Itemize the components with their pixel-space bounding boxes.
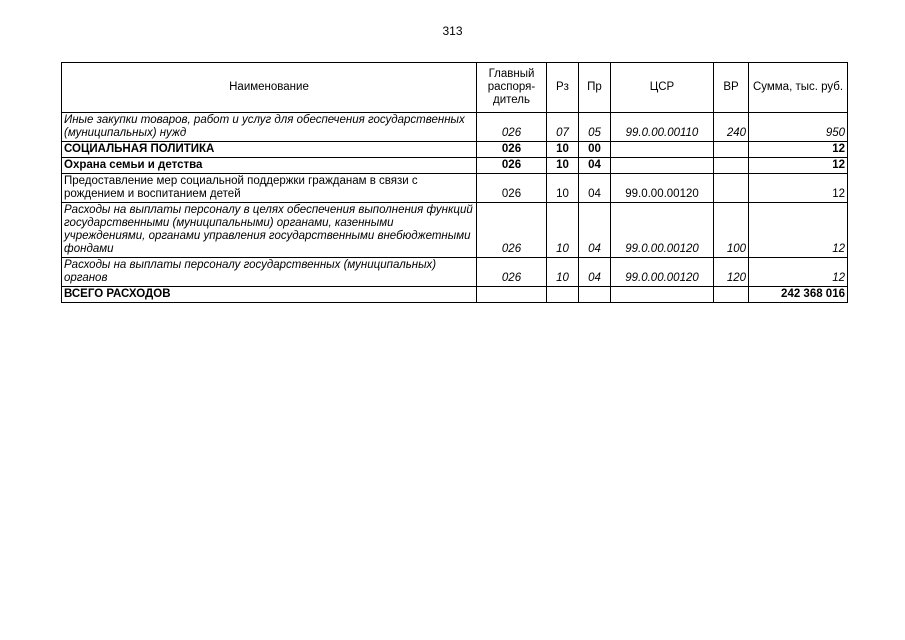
row-pr: 04: [579, 158, 611, 174]
row-pr: 04: [579, 174, 611, 203]
row-summa: 12: [749, 258, 848, 287]
table-header-row: [62, 63, 848, 113]
row-name: ВСЕГО РАСХОДОВ: [62, 287, 477, 303]
row-csr: 99.0.00.00120: [611, 174, 714, 203]
row-vr: [714, 158, 749, 174]
table-row: [62, 174, 848, 203]
row-rz: 10: [547, 203, 579, 258]
row-rz: 10: [547, 174, 579, 203]
header-summa: Сумма, тыс. руб.: [749, 63, 848, 113]
row-glavny: 026: [477, 258, 547, 287]
row-name: Предоставление мер социальной поддержки гражданам в связи с рождением и воспитанием детей: [62, 174, 477, 203]
row-vr: [714, 287, 749, 303]
row-glavny: 026: [477, 113, 547, 142]
row-pr: 00: [579, 142, 611, 158]
row-csr: [611, 142, 714, 158]
table-row: [62, 142, 848, 158]
header-glavny: Главный распоря-дитель: [477, 63, 547, 113]
row-glavny: [477, 287, 547, 303]
page-number: 313: [442, 24, 463, 38]
row-rz: 10: [547, 142, 579, 158]
table-row: [62, 113, 848, 142]
row-summa: 12: [749, 142, 848, 158]
table-row: [62, 158, 848, 174]
row-name: Расходы на выплаты персоналу государственных (муниципальных) органов: [62, 258, 477, 287]
row-summa: 950: [749, 113, 848, 142]
row-rz: 07: [547, 113, 579, 142]
header-csr: ЦСР: [611, 63, 714, 113]
row-csr: [611, 158, 714, 174]
row-pr: 04: [579, 258, 611, 287]
row-vr: 240: [714, 113, 749, 142]
row-pr: 05: [579, 113, 611, 142]
row-rz: 10: [547, 158, 579, 174]
row-glavny: 026: [477, 174, 547, 203]
header-pr: Пр: [579, 63, 611, 113]
row-rz: 10: [547, 258, 579, 287]
row-csr: 99.0.00.00110: [611, 113, 714, 142]
row-rz: [547, 287, 579, 303]
row-glavny: 026: [477, 142, 547, 158]
row-pr: 04: [579, 203, 611, 258]
row-pr: [579, 287, 611, 303]
row-glavny: 026: [477, 203, 547, 258]
row-vr: [714, 174, 749, 203]
table-row: [62, 203, 848, 258]
row-summa: 12: [749, 158, 848, 174]
table-row-total: [62, 287, 848, 303]
row-summa: 12: [749, 174, 848, 203]
row-csr: 99.0.00.00120: [611, 258, 714, 287]
row-summa: 242 368 016: [749, 287, 848, 303]
header-vr: ВР: [714, 63, 749, 113]
row-summa: 12: [749, 203, 848, 258]
header-name: Наименование: [62, 63, 477, 113]
row-glavny: 026: [477, 158, 547, 174]
row-name: Охрана семьи и детства: [62, 158, 477, 174]
row-vr: 100: [714, 203, 749, 258]
row-csr: [611, 287, 714, 303]
row-name: Иные закупки товаров, работ и услуг для обеспечения государственных (муниципальных) нужд: [62, 113, 477, 142]
table-row: [62, 258, 848, 287]
row-csr: 99.0.00.00120: [611, 203, 714, 258]
row-name: СОЦИАЛЬНАЯ ПОЛИТИКА: [62, 142, 477, 158]
budget-table: [61, 62, 848, 303]
row-vr: [714, 142, 749, 158]
row-name: Расходы на выплаты персоналу в целях обеспечения выполнения функций государственными (муниципальными) органами, казенными учреждениями, органами управления государственными внебюджетными фондами: [62, 203, 477, 258]
header-rz: Рз: [547, 63, 579, 113]
row-vr: 120: [714, 258, 749, 287]
